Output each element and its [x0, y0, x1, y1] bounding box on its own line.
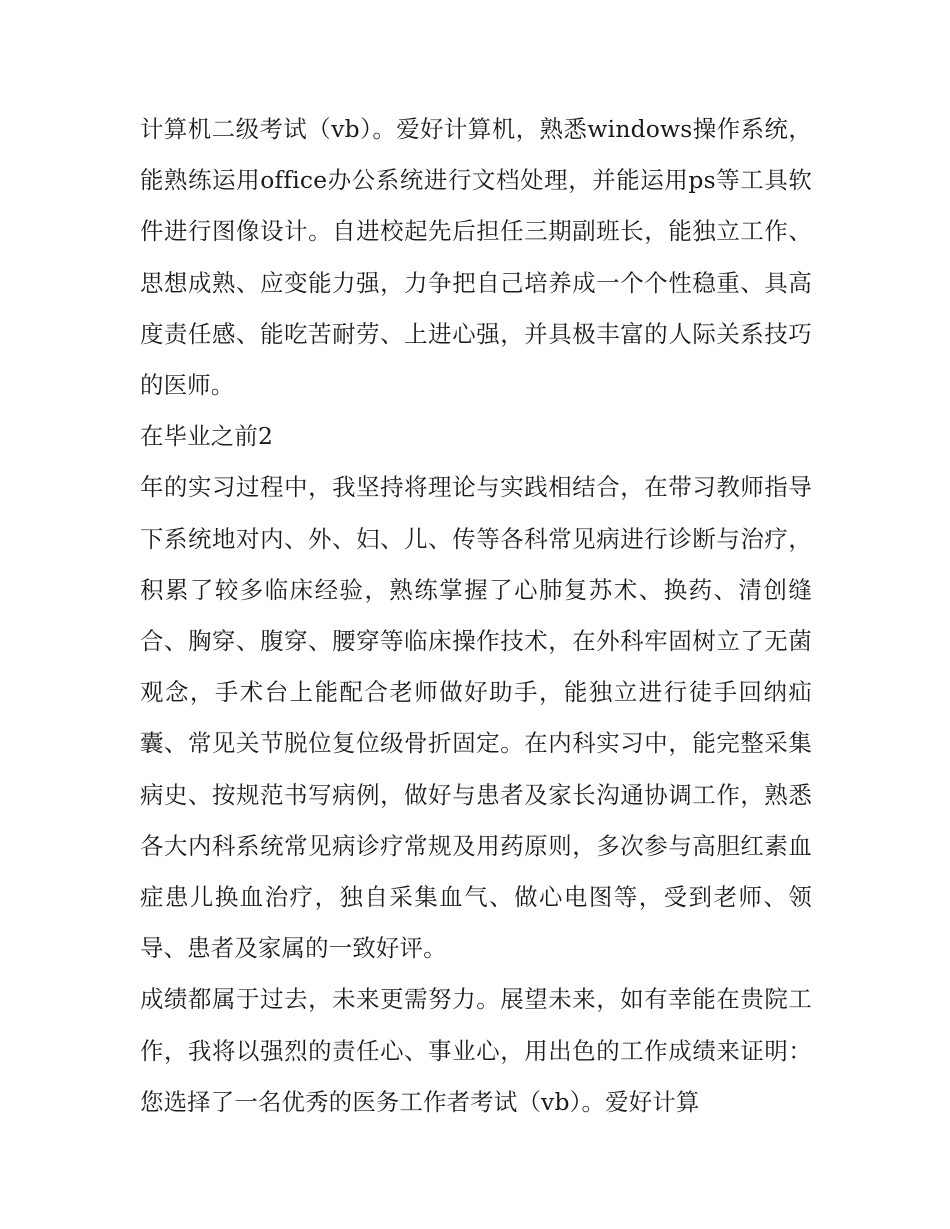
paragraph-before-graduation: 在毕业之前2	[140, 422, 274, 451]
document-body	[140, 104, 812, 1128]
paragraph-skills: 计算机二级考试（vb）。爱好计算机，熟悉windows操作系统，能熟练运用office办公系统进行文档处理，并能运用ps等工具软件进行图像设计。自进校起先后担任三期副班长，能独立工作、思想成熟、应变能力强，力争把自己培养成一个个性稳重、具高度责任感、能吃苦耐劳、上进心强，并具极丰富的人际关系技巧的医师。	[140, 115, 812, 400]
paragraph-future: 成绩都属于过去，未来更需努力。展望未来，如有幸能在贵院工作，我将以强烈的责任心、事业心，用出色的工作成绩来证明：您选择了一名优秀的医务工作者考试（vb）。爱好计算	[140, 985, 812, 1116]
paragraph-internship: 年的实习过程中，我坚持将理论与实践相结合，在带习教师指导下系统地对内、外、妇、儿、传等各科常见病进行诊断与治疗，积累了较多临床经验，熟练掌握了心肺复苏术、换药、清创缝合、胸穿、腹穿、腰穿等临床操作技术，在外科牢固树立了无菌观念，手术台上能配合老师做好助手，能独立进行徒手回纳疝囊、常见关节脱位复位级骨折固定。在内科实习中，能完整采集病史、按规范书写病例，做好与患者及家长沟通协调工作，熟悉各大内科系统常见病诊疗常规及用药原则，多次参与高胆红素血症患儿换血治疗，独自采集血气、做心电图等，受到老师、领导、患者及家属的一致好评。	[140, 473, 812, 963]
